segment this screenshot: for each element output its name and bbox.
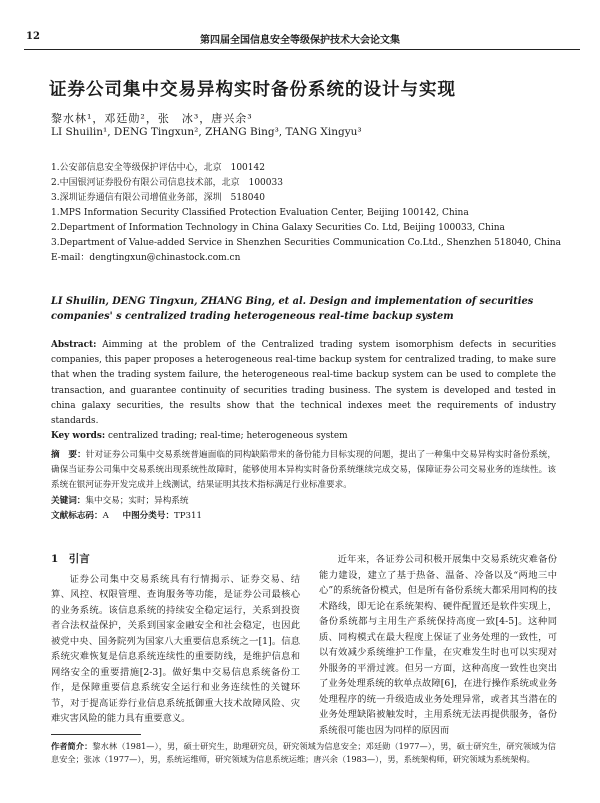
cn-keywords-label: 关键词： (51, 495, 86, 506)
affiliation-cn-2: 2.中国银河证券股份有限公司信息技术部，北京 100033 (51, 178, 283, 188)
right-column (319, 552, 557, 738)
paper-title: 证券公司集中交易异构实时备份系统的设计与实现 (49, 80, 456, 100)
doc-code: A (102, 510, 109, 521)
affiliation-en-3: 3.Department of Value-added Service in Shenzhen Securities Communication Co.Ltd., Shenzhen 518040, China (51, 238, 561, 248)
section-heading-introduction: 1 引言 (51, 553, 90, 565)
footnote-label: 作者简介： (51, 741, 93, 751)
chinese-abstract (51, 448, 556, 524)
cn-keywords-text: 集中交易；实时；异构系统 (85, 495, 189, 506)
authors-english: LI Shuilin¹, DENG Tingxun², ZHANG Bing³, TANG Xingyu³ (51, 126, 362, 138)
left-column (51, 552, 300, 727)
author-footnote (51, 740, 556, 766)
intro-paragraph-left: 证券公司集中交易系统具有行情揭示、证券交易、结算、风控、权限管理、查询服务等功能，是证券公司最核心的业务系统。该信息系统的持续安全稳定运行，关系到投资者合法权益保护，关系到国家金融安全和社会稳定，也因此被党中央、国务院列为国家八大重要信息系统之一[1]。信息系统灾难恢复是信息系统连续性的重要防线，是维护信息和网络安全的重要措施[2-3]。做好集中交易信息系统备份工作，是保障重要信息系统安全运行和业务连续性的关键环节，对于提高证券行业信息系统抵御重大技术故障风险、灾难灾害风险的能力具有重要意义。 (51, 573, 300, 724)
author-email: E-mail：dengtingxun@chinastock.com.cn (51, 253, 241, 263)
doc-code-label: 文献标志码： (51, 510, 103, 521)
class-code-label: 中图分类号： (122, 510, 175, 521)
keywords-text: centralized trading; real-time; heterogeneous system (107, 431, 348, 442)
english-abstract (51, 338, 556, 444)
page-number: 12 (26, 31, 40, 42)
affiliation-cn-3: 3.深圳证券通信有限公司增值业务部，深圳 518040 (51, 193, 265, 203)
running-title: 第四届全国信息安全等级保护技术大会论文集 (200, 35, 400, 46)
abstract-text: Aimming at the problem of the Centralized trading system isomorphism defects in securities companies, this paper proposes a heterogeneous real-time backup system for centralized trading, to make sure that when the trading system failure, the heterogeneous real-time backup system can be used to complete the transaction, and guarantee continuity of securities trading business. The system is developed and tested in china galaxy securities, the results show that the technical indexes meet the requirements of industry standards. (51, 340, 556, 427)
footnote-rule (51, 734, 141, 735)
header-rule (24, 49, 580, 50)
affiliation-en-2: 2.Department of Information Technology in China Galaxy Securities Co. Ltd, Beijing 100033, China (51, 223, 505, 233)
intro-paragraph-right: 近年来，各证券公司积极开展集中交易系统灾难备份能力建设，建立了基于热备、温备、冷备以及“两地三中心”的系统备份模式，但是所有备份系统大都采用同构的技术路线，即无论在系统架构、硬件配置还是软件实现上，备份系统都与主用生产系统保持高度一致[4-5]。这种同质、同构模式在最大程度上保证了业务处理的一致性，可以有效减少系统维护工作量，在灾难发生时也可以实现对外服务的平滑过渡。但另一方面，这种高度一致性也突出了业务处理系统的软单点故障[6]，在进行操作系统或业务处理程序的统一升级造成业务处理异常，或者其当潜在的业务处理缺陷被触发时，主用系统无法再提供服务，备份系统很可能也因为同样的原因而 (319, 554, 557, 736)
affiliation-en-1: 1.MPS Information Security Classified Protection Evaluation Center, Beijing 100142, China (51, 208, 469, 218)
cn-abstract-label: 摘 要： (51, 450, 86, 460)
keywords-label: Key words: (51, 431, 106, 442)
english-citation-title: LI Shuilin, DENG Tingxun, ZHANG Bing, et al. Design and implementation of securities companies' s centralized trading heterogeneous real-time backup system (51, 296, 534, 322)
cn-abstract-text: 针对证券公司集中交易系统普遍面临的同构缺陷带来的备份能力目标实现的问题，提出了一种集中交易异构实时备份系统，确保当证券公司集中交易系统出现系统性故障时，能够使用本异构实时备份系统继续完成交易，保障证券公司交易业务的连续性。该系统在银河证券开发完成并上线测试，结果证明其技术指标满足行业标准要求。 (51, 450, 556, 491)
authors-chinese: 黎水林¹，邓廷勋²，张 冰³，唐兴余³ (51, 112, 253, 125)
class-code: TP311 (174, 510, 202, 521)
abstract-label: Abstract: (51, 340, 97, 350)
footnote-text: 黎水林（1981—），男，硕士研究生，助理研究员，研究领域为信息安全；邓廷勋（1977—），男，硕士研究生，研究领域为信息安全；张冰（1977—），男，系统运维师，研究领域为信息系统运维；唐兴余（1983—），男，系统架构师，研究领域为系统架构。 (51, 741, 556, 764)
affiliation-cn-1: 1.公安部信息安全等级保护评估中心，北京 100142 (51, 163, 265, 173)
